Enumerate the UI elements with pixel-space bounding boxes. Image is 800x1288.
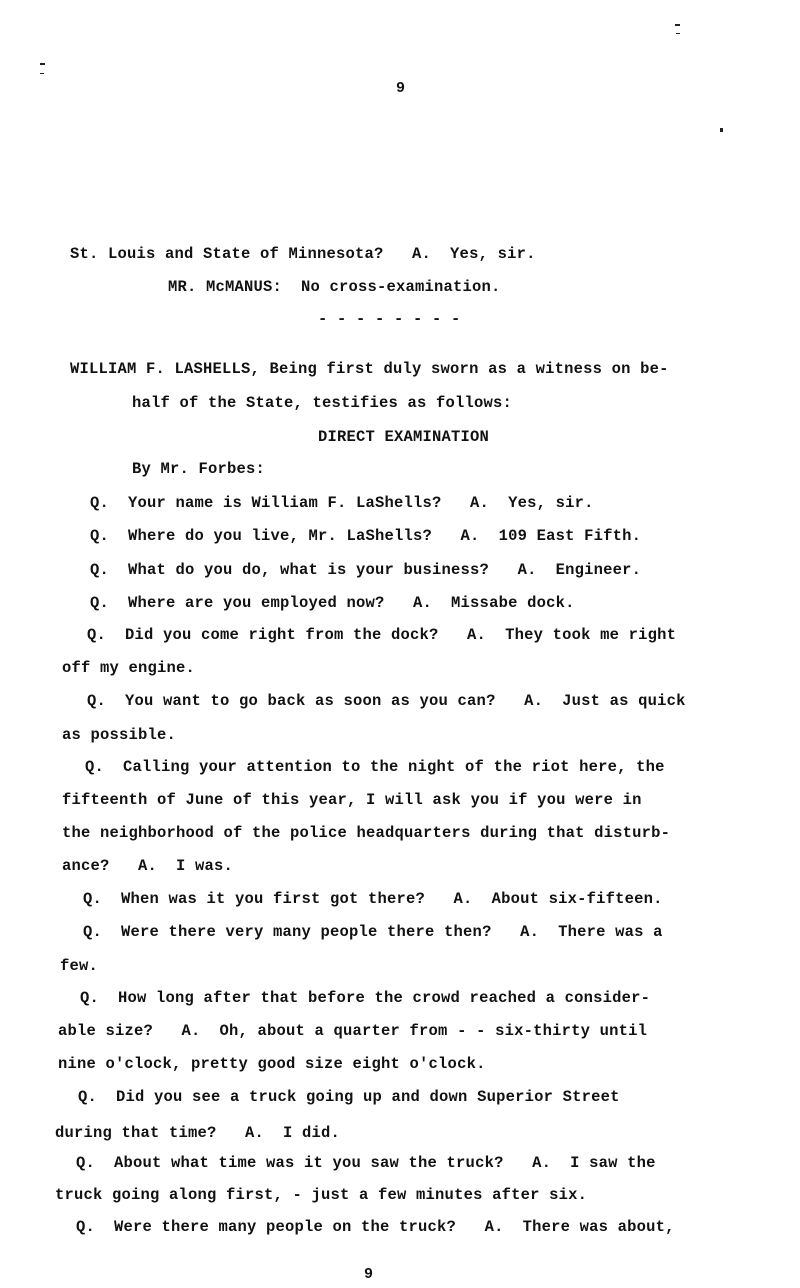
scan-speck: [676, 33, 680, 34]
scan-speck: [720, 128, 723, 132]
text-line: St. Louis and State of Minnesota? A. Yes, sir.: [70, 245, 536, 263]
qa-line: as possible.: [62, 726, 177, 744]
qa-line: Q. Where do you live, Mr. LaShells? A. 109 East Fifth.: [90, 527, 642, 545]
qa-line: the neighborhood of the police headquarters during that disturb-: [62, 824, 671, 842]
qa-line: able size? A. Oh, about a quarter from - - six-thirty until: [58, 1022, 648, 1040]
scan-speck: [40, 73, 44, 74]
qa-line: Q. How long after that before the crowd reached a consider-: [80, 989, 651, 1007]
qa-line: Q. What do you do, what is your business? A. Engineer.: [90, 561, 642, 579]
qa-line: during that time? A. I did.: [55, 1124, 341, 1142]
qa-line: Q. Did you see a truck going up and down Superior Street: [78, 1088, 620, 1106]
qa-line: Q. About what time was it you saw the truck? A. I saw the: [76, 1154, 656, 1172]
section-heading: DIRECT EXAMINATION: [318, 428, 490, 446]
qa-line: Q. Were there very many people there then? A. There was a: [83, 923, 663, 941]
qa-line: few.: [60, 957, 99, 975]
page-number-top: 9: [396, 80, 406, 97]
qa-line: off my engine.: [62, 659, 196, 677]
qa-line: nine o'clock, pretty good size eight o'clock.: [58, 1055, 486, 1073]
qa-line: Q. Were there many people on the truck? A. There was about,: [76, 1218, 675, 1236]
scan-speck: [675, 24, 680, 26]
text-line: MR. McMANUS: No cross-examination.: [168, 278, 501, 296]
qa-line: Q. Calling your attention to the night of the riot here, the: [85, 758, 665, 776]
qa-line: Q. Your name is William F. LaShells? A. Yes, sir.: [90, 494, 594, 512]
text-line: half of the State, testifies as follows:: [132, 394, 513, 412]
qa-line: Q. Did you come right from the dock? A. They took me right: [87, 626, 677, 644]
qa-line: truck going along first, - just a few minutes after six.: [55, 1186, 588, 1204]
scan-speck: [40, 63, 45, 65]
qa-line: fifteenth of June of this year, I will ask you if you were in: [62, 791, 642, 809]
qa-line: Q. You want to go back as soon as you can? A. Just as quick: [87, 692, 686, 710]
page-number-bottom: 9: [364, 1266, 374, 1283]
qa-line: Q. Where are you employed now? A. Missabe dock.: [90, 594, 575, 612]
witness-intro: WILLIAM F. LASHELLS, Being first duly sworn as a witness on be-: [70, 360, 669, 378]
section-divider: - - - - - - - -: [318, 310, 461, 328]
qa-line: Q. When was it you first got there? A. About six-fifteen.: [83, 890, 663, 908]
examiner-line: By Mr. Forbes:: [132, 460, 266, 478]
qa-line: ance? A. I was.: [62, 857, 234, 875]
